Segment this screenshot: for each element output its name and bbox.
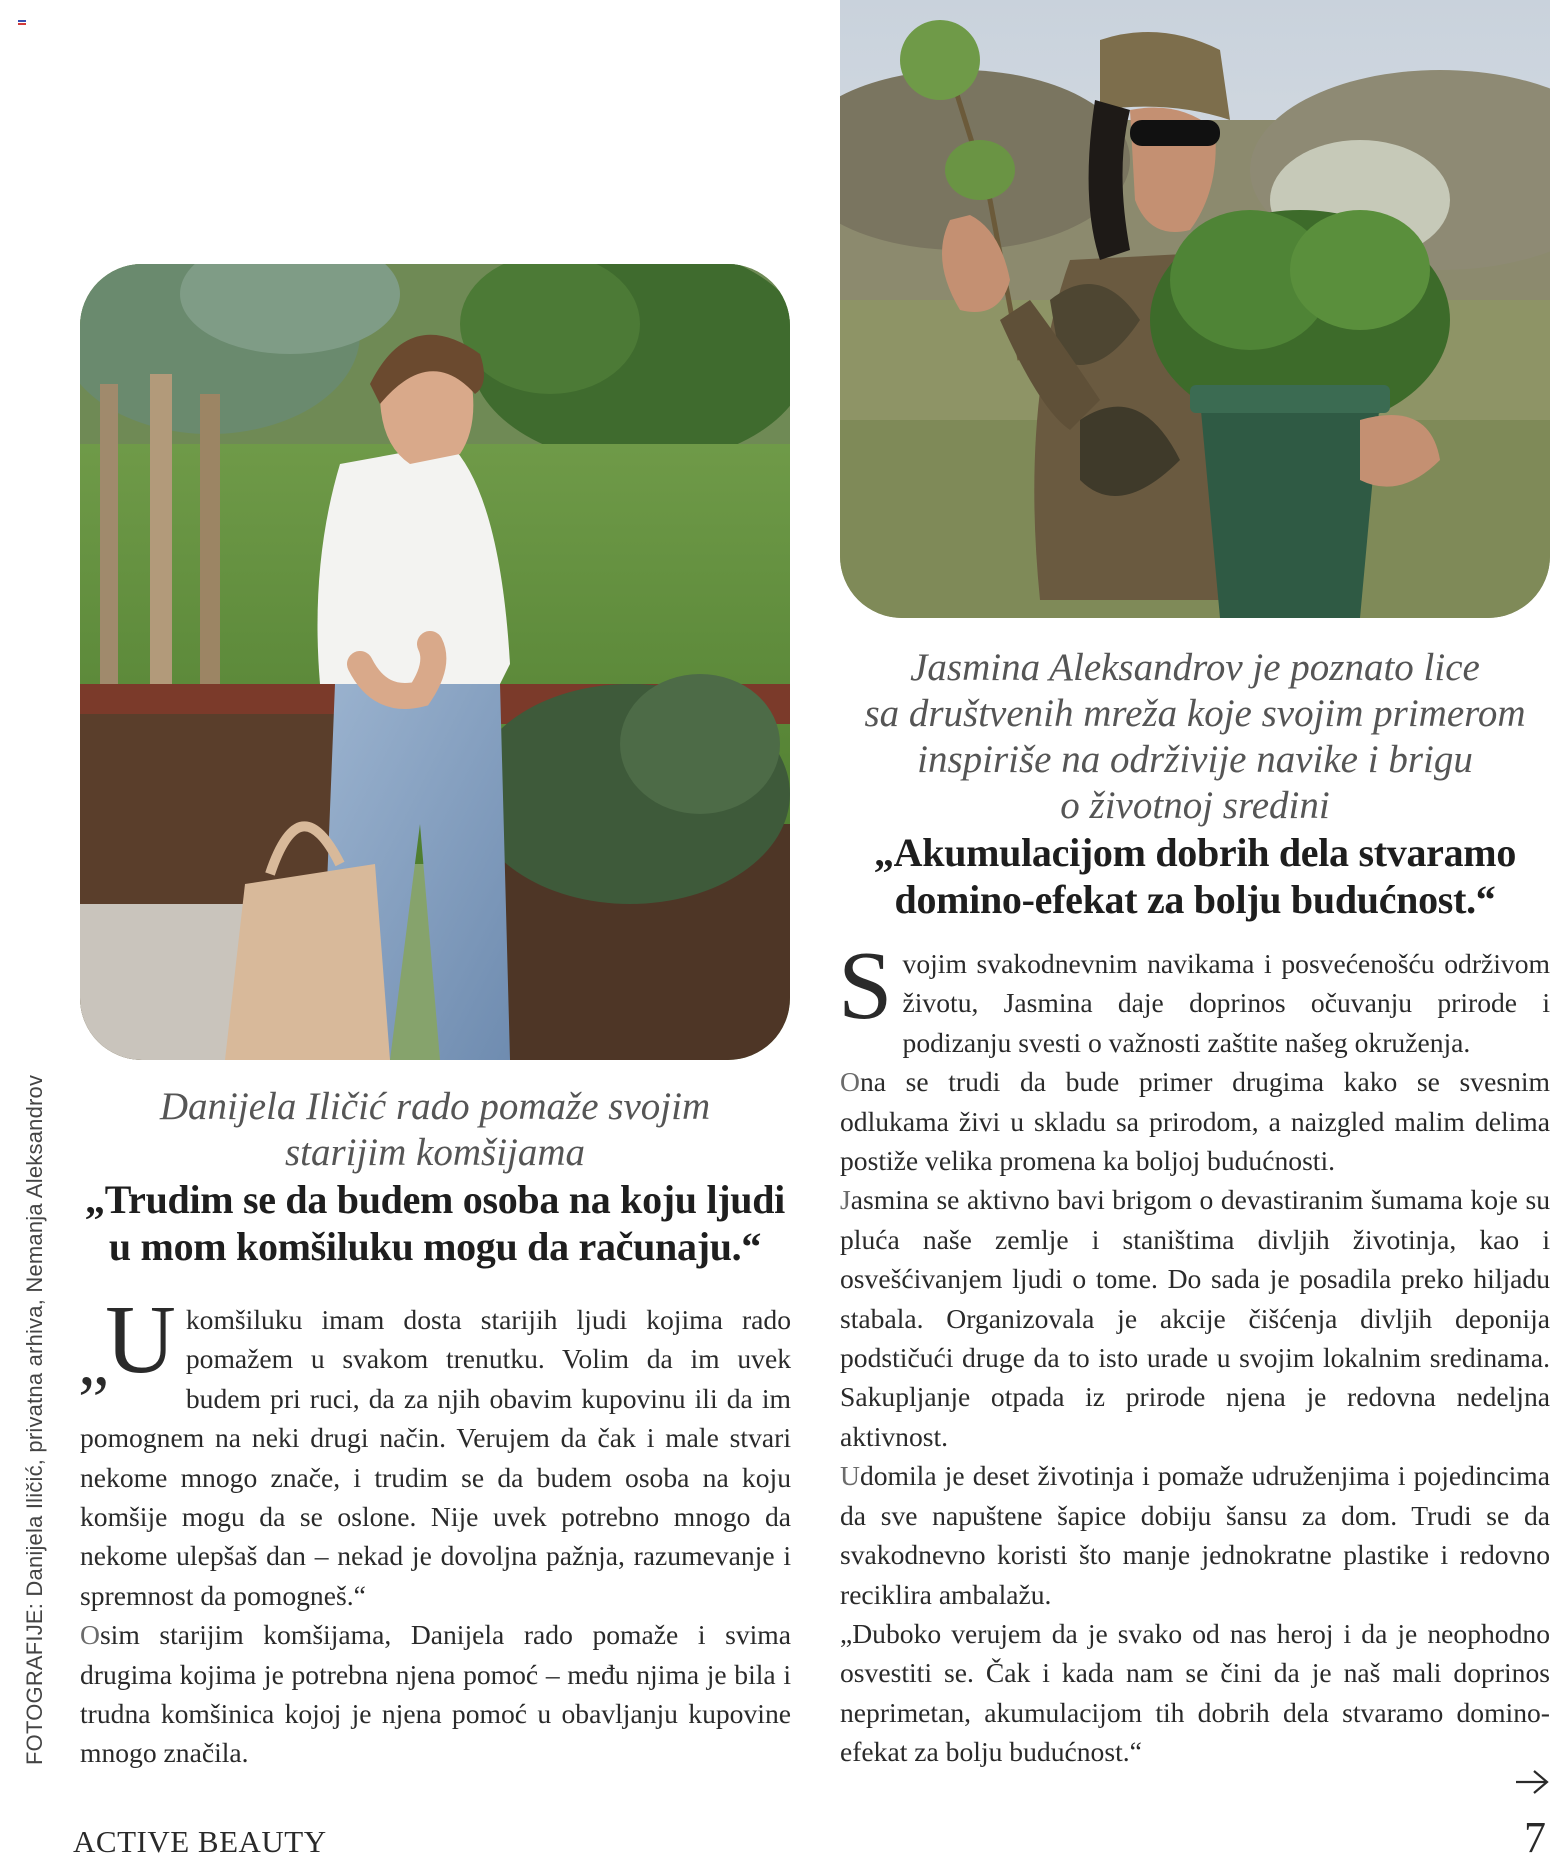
paragraph-text: vojim svakodnevnim navikama i posvećenošću održivom životu, Jasmina daje doprinos očuvanju prirode i podizanju svesti o važnosti zaštite našeg okruženja. (902, 948, 1550, 1058)
paragraph (840, 1062, 1550, 1180)
photo-jasmina (840, 0, 1550, 618)
caption-intro-line: Danijela Iličić rado pomaže svojim (159, 1085, 711, 1128)
caption-quote-line: „Trudim se da budem osoba na koju ljudi (85, 1177, 785, 1222)
photo-danijela (80, 264, 790, 1060)
dropcap-quote: „ (78, 1323, 110, 1400)
paragraph (80, 1615, 791, 1773)
caption-jasmina (840, 645, 1550, 923)
caption-intro-line: starijim komšijama (284, 1131, 586, 1174)
dropcap-letter: S (838, 932, 893, 1040)
paragraph (840, 1456, 1550, 1614)
dropcap (78, 1286, 176, 1400)
paragraph (78, 1286, 791, 1615)
caption-quote-line: domino-efekat za bolju budućnost.“ (894, 877, 1496, 922)
paragraph-text: sim starijim komšijama, Danijela rado pomaže i svima drugima kojima je potrebna njena pomoć – među njima je bila i trudna komšinica kojoj je njena pomoć u obavljanju kupovine mnogo značila. (80, 1619, 791, 1769)
caption-intro-line: sa društvenih mreža koje svojim primerom (864, 692, 1526, 735)
paragraph-initial: U (840, 1460, 860, 1492)
photo-jasmina-illustration (840, 0, 1550, 618)
corner-flag-mark (18, 20, 26, 27)
paragraph (840, 1614, 1550, 1772)
caption-quote-line: „Akumulacijom dobrih dela stvaramo (873, 830, 1517, 875)
paragraph-initial: O (840, 1066, 860, 1098)
caption-quote-line: u mom komšiluku mogu da računaju.“ (108, 1224, 762, 1269)
paragraph-initial: J (840, 1184, 851, 1216)
article-body-jasmina (838, 932, 1550, 1772)
caption-danijela (80, 1084, 790, 1270)
paragraph-text: „Duboko verujem da je svako od nas heroj i da je neophodno osvestiti se. Čak i kada nam se čini da je naš mali doprinos neprimetan, akumulacijom tih dobrih dela stvaramo domino-efekat za bolju budućnost.“ (840, 1617, 1550, 1768)
magazine-brand: ACTIVE BEAUTY (73, 1824, 327, 1859)
right-arrow-icon[interactable] (1514, 1768, 1550, 1796)
paragraph-initial: O (80, 1619, 100, 1651)
article-body-danijela (78, 1286, 791, 1773)
caption-intro-line: Jasmina Aleksandrov je poznato lice (910, 646, 1480, 689)
paragraph (838, 932, 1550, 1062)
paragraph (840, 1180, 1550, 1456)
page-number: 7 (1524, 1813, 1546, 1862)
paragraph-text: na se trudi da bude primer drugima kako se svesnim odlukama živi u skladu sa prirodom, a naizgled malim delima postiže velika promena ka boljoj budućnosti. (840, 1066, 1550, 1177)
paragraph-text: domila je deset životinja i pomaže udruženjima i pojedincima da sve napuštene šapice dobiju šansu za dom. Trudi se da svakodnevno koristi što manje jednokratne plastike i redovno reciklira ambalažu. (840, 1460, 1550, 1610)
photo-credit: FOTOGRAFIJE: Danijela Iličić, privatna arhiva, Nemanja Aleksandrov (22, 1074, 47, 1765)
dropcap-letter: U (105, 1286, 176, 1394)
paragraph-text: asmina se aktivno bavi brigom o devastiranim šumama koje su pluća naše zemlje i staništima divljih životinja, kao i osvešćivanjem ljudi o tome. Do sada je posadila preko hiljadu stabala. Organizovala je akcije čišćenja divljih deponija podstičući druge da to isto urade u svojim lokalnim sredinama. Sakupljanje otpada iz prirode njena je redovna nedeljna aktivnost. (840, 1184, 1550, 1452)
caption-intro-line: inspiriše na održivije navike i brigu (917, 738, 1473, 781)
paragraph-text: komšiluku imam dosta starijih ljudi kojima rado pomažem u svakom trenutku. Volim da im uvek budem pri ruci, da za njih obavim kupovinu ili da im pomognem na neki drugi način. Verujem da čak i male stvari nekome mnogo znače, i trudim se da budem osoba na koju komšije mogu da se oslone. Nije uvek potrebno mnogo da nekome ulepšaš dan – nekad je dovoljna pažnja, razumevanje i spremnost da pomogneš.“ (80, 1304, 791, 1611)
caption-intro-line: o životnoj sredini (1060, 784, 1330, 827)
photo-danijela-illustration (80, 264, 790, 1060)
